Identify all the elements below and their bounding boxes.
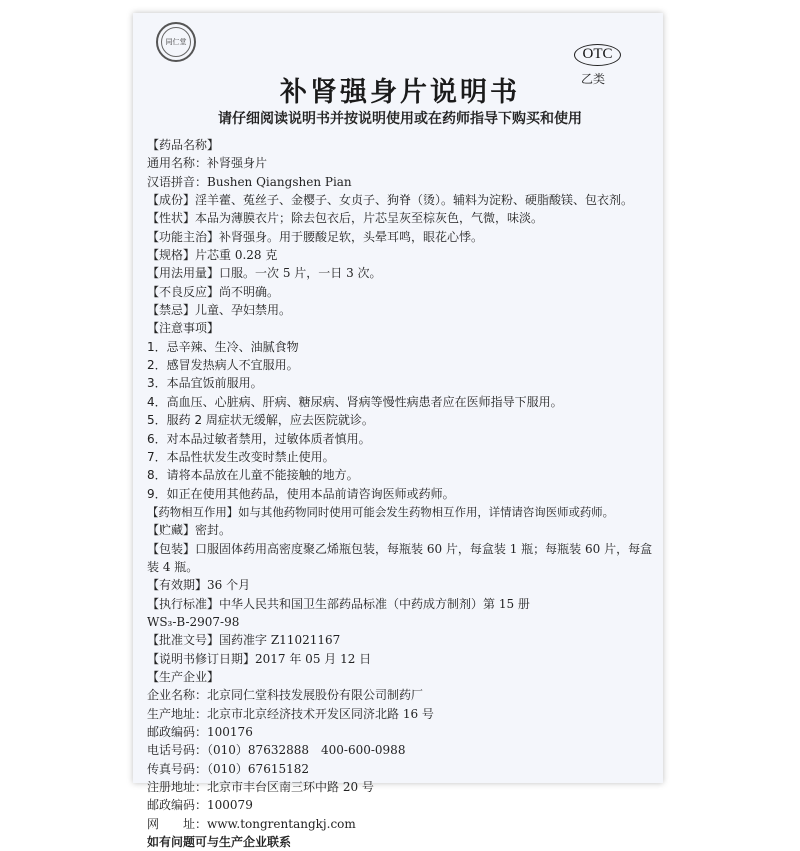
manufacturer-row: 邮政编码：100176: [147, 725, 253, 739]
precaution-item: 5．服药 2 周症状无缓解，应去医院就诊。: [147, 413, 374, 428]
pinyin-row: 汉语拼音：Bushen Qiangshen Pian: [147, 174, 352, 189]
precaution-item: 4．高血压、心脏病、肝病、糖尿病、肾病等慢性病患者应在医师指导下服用。: [147, 394, 563, 409]
manufacturer-row: 电话号码：（010）87632888 400-600-0988: [147, 743, 406, 758]
logo-text: 同仁堂: [165, 38, 187, 46]
indications-row: 【功能主治】补肾强身。用于腰酸足软，头晕耳鸣，眼花心悸。: [147, 229, 484, 244]
manufacturer-row: 网 址：www.tongrentangkj.com: [147, 816, 356, 831]
revision-row: 【说明书修订日期】2017 年 05 月 12 日: [147, 651, 372, 666]
manufacturer-label: 【生产企业】: [147, 669, 220, 684]
standard-row: 【执行标准】中华人民共和国卫生部药品标准（中药成方制剂）第 15 册: [147, 596, 530, 611]
usage-row: 【用法用量】口服。一次 5 片，一日 3 次。: [147, 266, 382, 281]
manufacturer-row: 生产地址：北京市北京经济技术开发区同济北路 16 号: [147, 706, 434, 721]
name-section-label: 【药品名称】: [147, 138, 220, 152]
precaution-item: 1．忌辛辣、生冷、油腻食物: [147, 339, 299, 354]
description-row: 【性状】本品为薄膜衣片；除去包衣后，片芯呈灰至棕灰色，气微，味淡。: [147, 211, 544, 226]
otc-category: 乙类: [581, 72, 606, 86]
manufacturer-row: 传真号码：（010）67615182: [147, 761, 309, 776]
package-row: 【包装】口服固体药用高密度聚乙烯瓶包装，每瓶装 60 片，每盒装 1 瓶；每瓶装 60 片，每盒装 4 瓶。: [147, 541, 653, 574]
leaflet-content: [147, 136, 657, 851]
precaution-item: 2．感冒发热病人不宜服用。: [147, 358, 299, 373]
specification-row: 【规格】片芯重 0.28 克: [147, 248, 278, 263]
approval-row: 【批准文号】国药准字 Z11021167: [147, 633, 341, 648]
precaution-item: 3．本品宜饭前服用。: [147, 376, 263, 391]
precaution-item: 9．如正在使用其他药品，使用本品前请咨询医师或药师。: [147, 486, 455, 501]
storage-row: 【贮藏】密封。: [147, 523, 232, 538]
precaution-item: 6．对本品过敏者禁用，过敏体质者慎用。: [147, 431, 371, 446]
adverse-row: 【不良反应】尚不明确。: [147, 284, 280, 299]
document-title: 补肾强身片说明书: [280, 77, 520, 108]
contraindications-row: 【禁忌】儿童、孕妇禁用。: [147, 303, 292, 318]
composition-row: 【成份】淫羊藿、菟丝子、金樱子、女贞子、狗脊（烫）。辅料为淀粉、硬脂酸镁、包衣剂。: [147, 193, 634, 208]
standard-code: WS₃-B-2907-98: [147, 614, 240, 629]
precautions-label: 【注意事项】: [147, 321, 220, 336]
generic-name-row: 通用名称：补肾强身片: [147, 156, 268, 171]
manufacturer-row: 注册地址：北京市丰台区南三环中路 20 号: [147, 780, 374, 795]
precaution-item: 8．请将本品放在儿童不能接触的地方。: [147, 468, 359, 483]
manufacturer-row: 邮政编码：100079: [147, 798, 253, 813]
validity-row: 【有效期】36 个月: [147, 578, 251, 593]
document-subtitle: 请仔细阅读说明书并按说明使用或在药师指导下购买和使用: [218, 111, 582, 127]
precaution-item: 7．本品性状发生改变时禁止使用。: [147, 449, 335, 464]
otc-badge: OTC: [574, 44, 621, 66]
logo-seal: [161, 27, 191, 57]
interactions-row: 【药物相互作用】如与其他药物同时使用可能会发生药物相互作用，详情请咨询医师或药师。: [147, 504, 615, 519]
footer-contact-note: 如有问题可与生产企业联系: [147, 835, 292, 850]
manufacturer-row: 企业名称：北京同仁堂科技发展股份有限公司制药厂: [147, 688, 424, 703]
company-logo: [156, 22, 196, 62]
